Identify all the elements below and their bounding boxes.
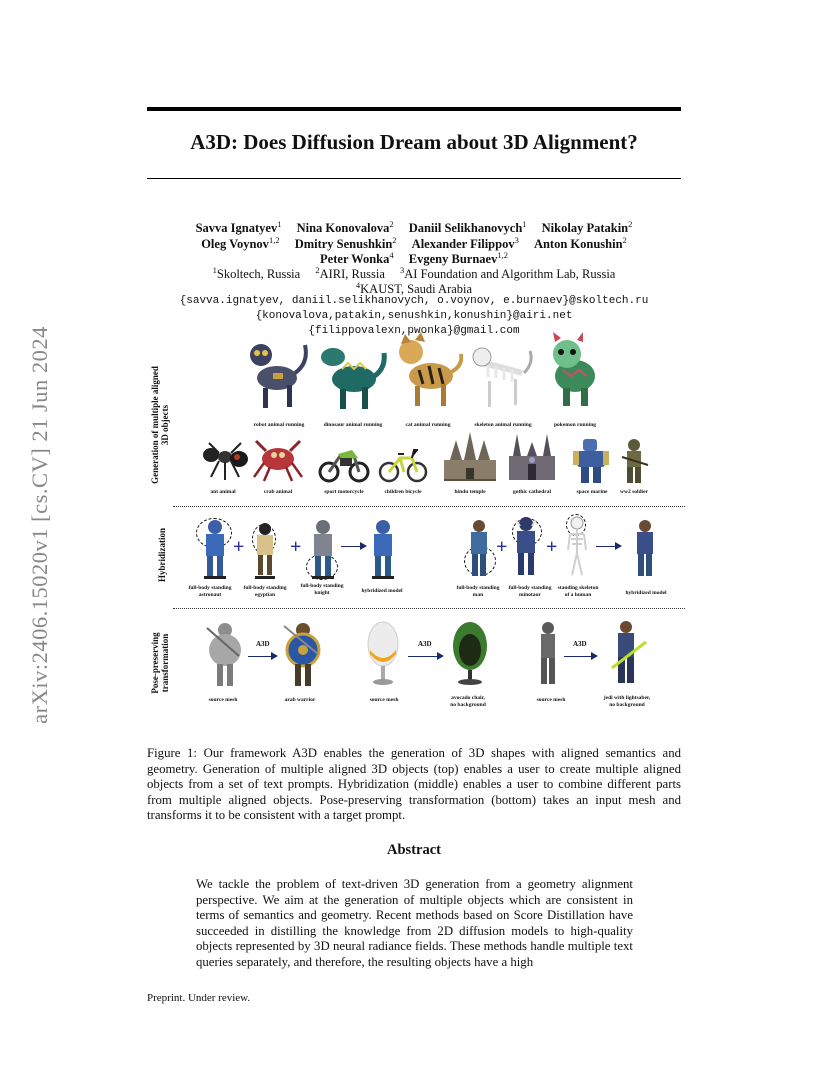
row-label-pose-preserving: Pose-preserving transformation — [150, 632, 170, 694]
ant-image — [197, 437, 249, 483]
plus-sign: + — [233, 536, 245, 558]
caption-skeleton-human: standing skeleton of a human — [557, 585, 599, 598]
avocado-chair-image — [450, 620, 490, 688]
title-bottom-rule — [147, 178, 681, 179]
arrow — [596, 546, 620, 547]
pokemon-image — [543, 330, 607, 416]
arxiv-identifier: arXiv:2406.15020v1 [cs.CV] 21 Jun 2024 — [27, 326, 52, 724]
human-source-mesh-image — [536, 620, 560, 688]
row-label-generation: Generation of multiple aligned 3D objects — [150, 366, 170, 484]
caption-robot-animal: robot animal running — [253, 422, 305, 428]
author: Anton Konushin$^2$ — [533, 235, 627, 252]
astronaut-image — [200, 518, 230, 580]
abstract-heading: Abstract — [387, 842, 441, 858]
caption-minotaur: full-body standing minotaur — [508, 585, 552, 598]
author: Savva Ignatyev$^1$ — [195, 219, 282, 236]
man-image — [466, 518, 492, 580]
caption-arab-warrior: arab warrior — [284, 697, 316, 703]
author: Daniil Selikhanovych$^1$ — [408, 219, 527, 236]
caption-knight: full-body standing knight — [300, 583, 344, 596]
divider-dotted — [173, 506, 685, 507]
arrow — [248, 656, 276, 657]
caption-gothic-cathedral: gothic cathedral — [512, 489, 552, 495]
knight-image — [309, 518, 337, 580]
caption-bicycle: children bicycle — [384, 489, 422, 495]
dinosaur-animal-image — [318, 333, 388, 417]
caption-hybridized-model: hybridized model — [361, 588, 403, 594]
row-label-hybridization: Hybridization — [157, 527, 167, 583]
author: Oleg Voynov$^{1,2}$ — [201, 235, 280, 252]
arab-warrior-image — [282, 620, 324, 688]
a3d-label: A3D — [418, 640, 432, 648]
affiliations-row-2: $^4$KAUST, Saudi Arabia — [355, 280, 473, 297]
affiliations-row-1: $^1$Skoltech, Russia $^2$AIRI, Russia $^3$AI Foundation and Algorithm Lab, Russia — [212, 265, 616, 282]
author: Evgeny Burnaev$^{1,2}$ — [408, 250, 508, 267]
caption-skeleton-animal: skeleton animal running — [474, 422, 532, 428]
caption-source-mesh: source mesh — [536, 697, 566, 703]
caption-source-mesh: source mesh — [208, 697, 238, 703]
skeleton-animal-image — [468, 333, 536, 417]
skeleton-human-image — [566, 514, 588, 580]
plus-sign: + — [546, 536, 558, 558]
caption-source-mesh: source mesh — [369, 697, 399, 703]
footer-note: Preprint. Under review. — [147, 992, 251, 1004]
email-line-1: {savva.ignatyev, daniil.selikhanovych, o.voynov, e.burnaev}@skoltech.ru — [179, 295, 649, 307]
robot-animal-image — [245, 333, 313, 417]
a3d-label: A3D — [573, 640, 587, 648]
divider-dotted — [173, 608, 685, 609]
egyptian-image — [252, 520, 278, 580]
minotaur-image — [512, 514, 540, 580]
caption-motorcycle: sport motorcycle — [324, 489, 364, 495]
arrow — [564, 656, 596, 657]
plus-sign: + — [290, 536, 302, 558]
caption-astronaut: full-body standing astronaut — [188, 585, 232, 598]
caption-hindu-temple: hindu temple — [454, 489, 486, 495]
warrior-source-mesh-image — [205, 620, 245, 688]
title-top-rule — [147, 107, 681, 111]
arrow — [341, 546, 365, 547]
author: Alexander Filippov$^3$ — [411, 235, 519, 252]
author: Nina Konovalova$^2$ — [296, 219, 394, 236]
hybridized-model-image — [368, 518, 398, 580]
author: Peter Wonka$^4$ — [320, 250, 394, 267]
figure-caption: Figure 1: Our framework A3D enables the generation of 3D shapes with aligned semantics and geometry. Generation of multiple aligned 3D objects (top) enables a user to create multiple aligned objects from a set of text prompts. Hybridization (middle) enables a user to combine different parts from multiple aligned objects. Pose-preserving transformation (bottom) takes an input mesh and transforms it to be consistent with a target prompt. — [147, 746, 681, 822]
caption-ant: ant animal — [210, 489, 236, 495]
caption-cat-animal: cat animal running — [405, 422, 451, 428]
cat-animal-image — [393, 330, 463, 416]
gothic-cathedral-image — [503, 430, 561, 486]
arrow — [408, 656, 442, 657]
hybridized-model-image — [632, 518, 658, 580]
caption-avocado-chair: avocado chair, no background — [450, 695, 486, 708]
jedi-lightsaber-image — [604, 618, 650, 688]
caption-jedi: jedi with lightsaber, no background — [603, 695, 651, 708]
hindu-temple-image — [440, 430, 500, 486]
author: Nikolay Patakin$^2$ — [541, 219, 633, 236]
caption-dinosaur-animal: dinosaur animal running — [323, 422, 383, 428]
ww2-soldier-image — [618, 437, 652, 485]
sport-motorcycle-image — [318, 440, 370, 484]
caption-ww2-soldier: ww2 soldier — [620, 489, 648, 495]
crab-image — [252, 437, 304, 483]
a3d-label: A3D — [256, 640, 270, 648]
paper-title: A3D: Does Diffusion Dream about 3D Alignment? — [190, 130, 638, 154]
email-line-2: {konovalova,patakin,senushkin,konushin}@airi.net — [255, 310, 573, 322]
children-bicycle-image — [378, 440, 428, 484]
space-marine-image — [571, 435, 611, 485]
caption-crab: crab animal — [263, 489, 293, 495]
caption-pokemon: pokemon running — [553, 422, 597, 428]
abstract-body: We tackle the problem of text-driven 3D generation from a geometry alignment perspective. We aim at the generation of multiple objects which are consistent in terms of semantics and geometry. Recent methods based on Score Distillation have succeeded in distilling the knowledge from 2D diffusion models to high-quality objects represented by 3D neural radiance fields. These methods handle multiple text queries separately, and therefore, the resulting objects have a high — [196, 877, 633, 969]
egg-chair-source-mesh-image — [366, 620, 400, 688]
caption-hybridized-model: hybridized model — [625, 590, 667, 596]
email-line-3: {filippovalexn,pwonka}@gmail.com — [308, 325, 520, 337]
author: Dmitry Senushkin$^2$ — [294, 235, 397, 252]
caption-space-marine: space marine — [576, 489, 608, 495]
caption-man: full-body standing man — [456, 585, 500, 598]
plus-sign: + — [496, 536, 508, 558]
caption-egyptian: full-body standing egyptian — [243, 585, 287, 598]
